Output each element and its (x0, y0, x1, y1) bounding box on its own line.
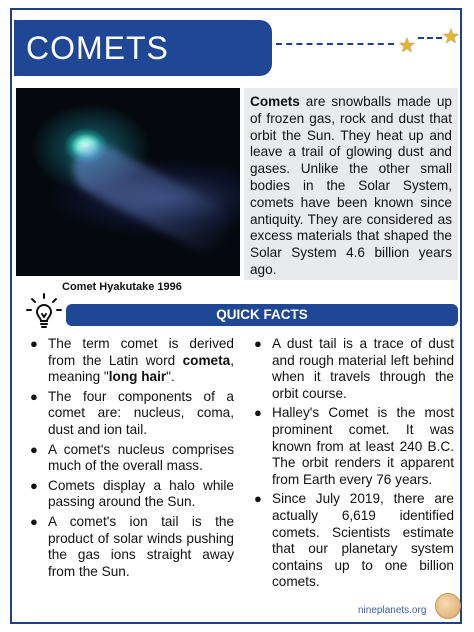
page-title: COMETS (26, 30, 169, 66)
list-item: ● Comets display a halo while passing around the Sun. (30, 477, 234, 510)
list-item: ● Since July 2019, there are actually 6,619 identified comets. Scientists estimate that our planetary system contains up to one billion comets. (254, 491, 454, 590)
planet-logo-icon (435, 593, 461, 619)
facts-right-list (246, 336, 454, 594)
photo-caption: Comet Hyakutake 1996 (62, 281, 182, 293)
comet-photo (16, 88, 240, 276)
list-item: ● A comet's ion tail is the product of solar winds pushing the gas ions straight away from the Sun. (30, 513, 234, 579)
dashed-line (276, 43, 394, 45)
list-item: ● The four components of a comet are: nucleus, coma, dust and ion tail. (30, 388, 234, 437)
star-icon: ★ (398, 35, 416, 57)
list-item: ● A dust tail is a trace of dust and rough material left behind when it travels through the orbit course. (254, 336, 454, 401)
comet-tail (64, 135, 238, 259)
lightbulb-icon (24, 292, 64, 332)
list-item: ● A comet's nucleus comprises much of the overall mass. (30, 441, 234, 474)
list-item: ● The term comet is derived from the Latin word cometa, meaning "long hair". (30, 336, 234, 385)
dashed-line-short (418, 37, 442, 39)
list-item: ● Halley's Comet is the most prominent comet. It was known from at least 240 B.C. The orbit renders it apparent from Earth every 76 years. (254, 405, 454, 487)
intro-text-box (244, 88, 458, 280)
intro-body: are snowballs made up of frozen gas, rock and dust that orbit the Sun. They heat up and leave a trail of glowing dust and gases. Unlike the other small bodies in the Solar System, comets have been known since antiquity. They are considered as excess materials that shaped the Solar System 4.6 billion years ago. (250, 94, 452, 277)
quick-facts-heading: QUICK FACTS (66, 304, 458, 326)
intro-lead: Comets (250, 94, 300, 109)
star-icon: ★ (442, 26, 460, 48)
facts-left-list (22, 336, 234, 583)
site-url[interactable]: nineplanets.org (358, 605, 427, 616)
